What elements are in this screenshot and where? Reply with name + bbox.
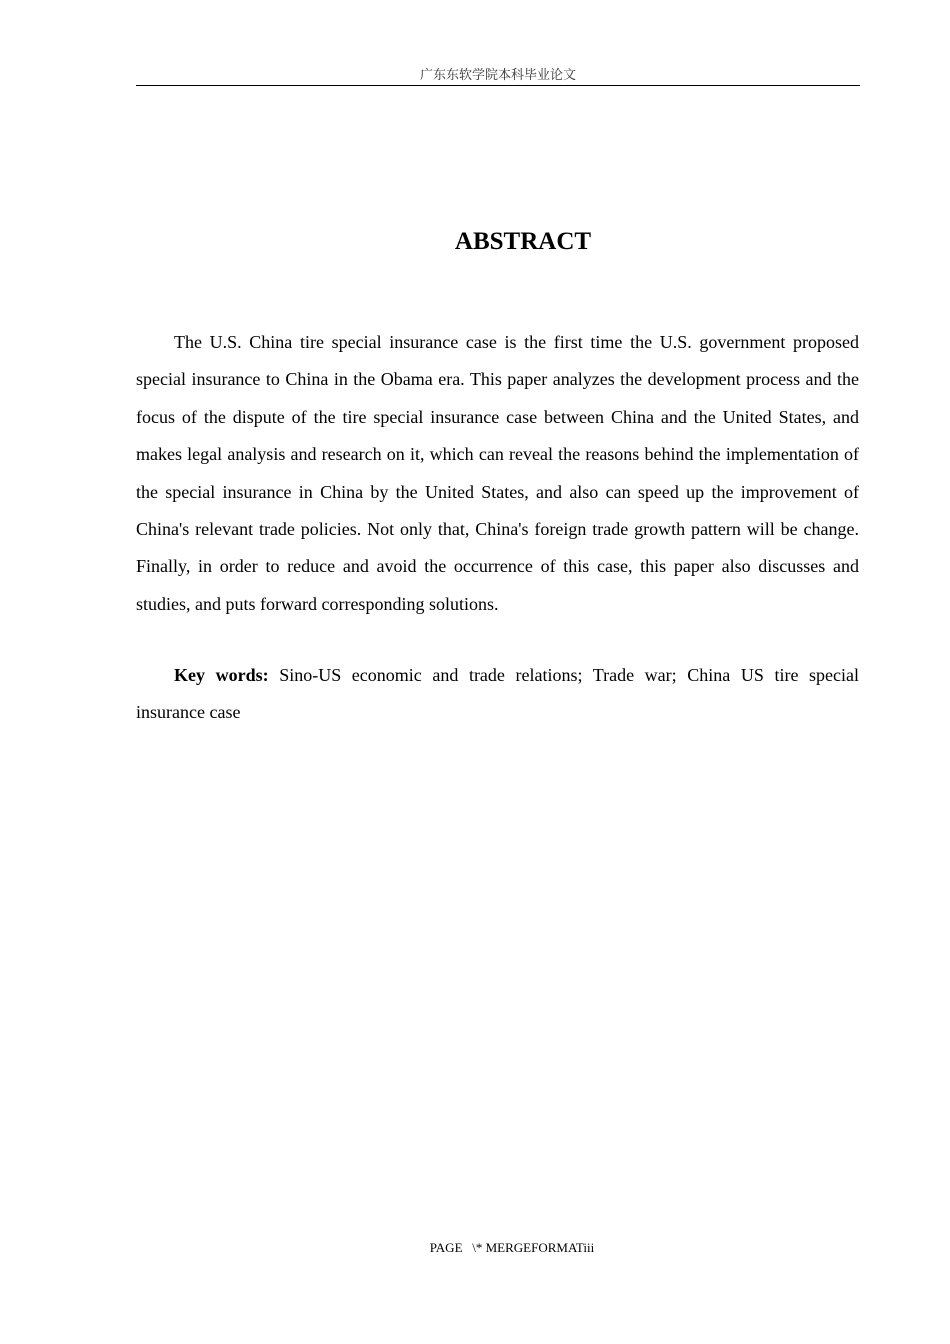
abstract-title: ABSTRACT (454, 228, 592, 255)
page-footer: PAGE \* MERGEFORMATiii (429, 1240, 595, 1255)
abstract-paragraph: The U.S. China tire special insurance case is the first time the U.S. government proposed special insurance to China in the Obama era. This paper analyzes the development process and the focus of the dispute of the tire special insurance case between China and the United States, and makes legal analysis and research on it, which can reveal the reasons behind the implementation of the special insurance in China by the United States, and also can speed up the improvement of China's relevant trade policies. Not only that, China's foreign trade growth pattern will be change. Finally, in order to reduce and avoid the occurrence of this case, this paper also discusses and studies, and puts forward corresponding solutions. (136, 332, 859, 614)
keywords-paragraph (136, 657, 859, 732)
keywords-label: Key words: (174, 665, 269, 685)
keywords-text: Sino-US economic and trade relations; Trade war; China US tire special insurance case (136, 665, 860, 723)
page-header: 广东东软学院本科毕业论文 (136, 66, 860, 86)
